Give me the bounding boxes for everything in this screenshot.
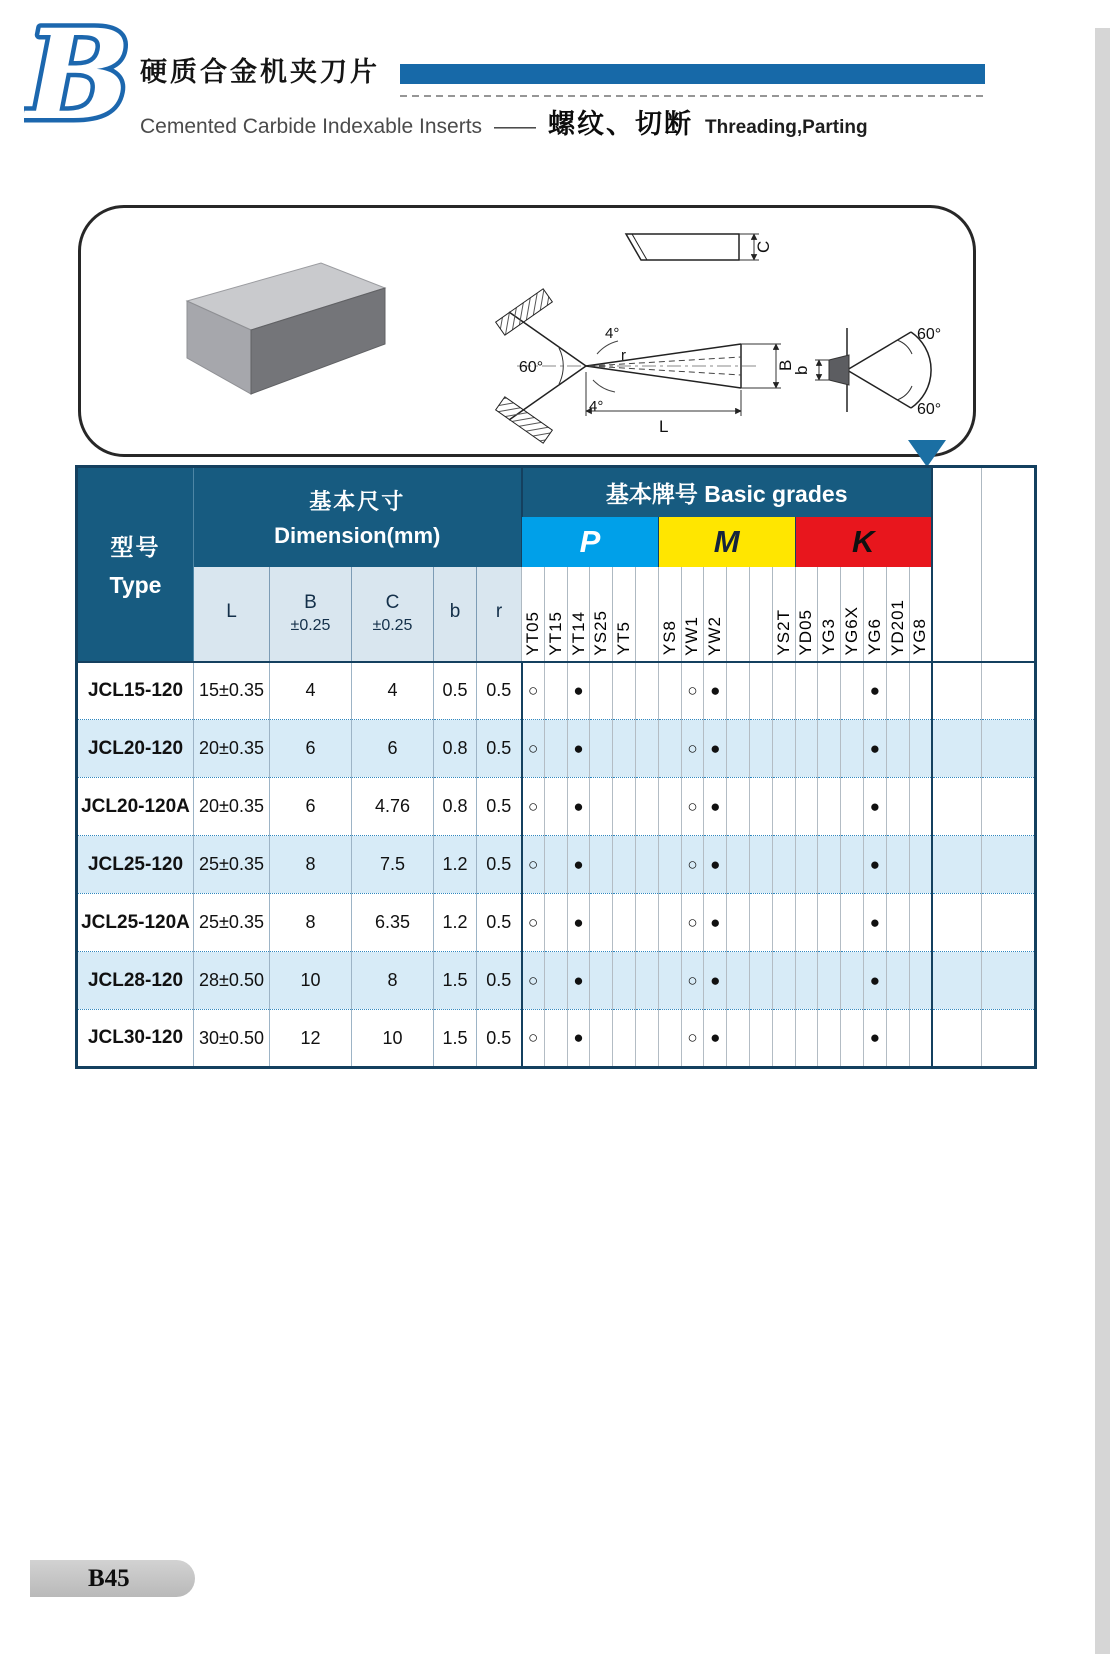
grade-col-header-YT05 [522, 567, 545, 662]
grade-col-label: YT15 [545, 610, 565, 656]
grade-col-label: YS2T [773, 608, 793, 656]
grade-mark-empty [727, 836, 750, 894]
dimension-header-cn: 基本尺寸 [309, 489, 406, 515]
subtitle-english: Cemented Carbide Indexable Inserts [140, 115, 483, 138]
grade-col-header-YT5 [613, 567, 636, 662]
grade-mark-empty [749, 952, 772, 1010]
grade-mark-empty [772, 720, 795, 778]
category-english: Threading,Parting [705, 117, 868, 138]
grade-col-label: YG3 [819, 618, 839, 656]
grade-mark-empty [749, 778, 772, 836]
dim-r-cell: 0.5 [477, 836, 522, 894]
dim-B-cell: 8 [270, 836, 352, 894]
type-cell: JCL15-120 [77, 662, 194, 720]
dim-b-cell: 0.5 [434, 662, 477, 720]
grade-mark-empty [795, 1010, 818, 1068]
grade-col-header-blank [727, 567, 750, 662]
grade-col-label: YS8 [659, 620, 679, 656]
dim-col-header-r: r [477, 567, 522, 662]
grade-mark-empty [795, 662, 818, 720]
grade-mark-empty [727, 720, 750, 778]
dim-b-cell: 0.8 [434, 778, 477, 836]
dimension-header-en: Dimension(mm) [274, 523, 441, 549]
grade-mark-empty [590, 1010, 613, 1068]
grade-col-label: YG6X [842, 606, 862, 656]
grade-mark-empty [818, 894, 841, 952]
grade-mark-open: ○ [522, 1010, 545, 1068]
dim-C-cell: 7.5 [352, 836, 434, 894]
dimension-header [194, 467, 522, 567]
grade-mark-empty [841, 662, 864, 720]
page-edge-shadow [1095, 28, 1110, 1654]
dim-C-cell: 8 [352, 952, 434, 1010]
blank-column [982, 467, 1036, 662]
grade-mark-filled: ● [704, 1010, 727, 1068]
dim-col-header-L: L [194, 567, 270, 662]
grade-mark-empty [932, 894, 982, 952]
grade-mark-filled: ● [567, 778, 590, 836]
grade-mark-open: ○ [681, 778, 704, 836]
dim-label-B: B [776, 359, 795, 371]
grade-mark-empty [613, 720, 636, 778]
grade-mark-empty [749, 894, 772, 952]
dim-L-cell: 20±0.35 [194, 778, 270, 836]
grade-col-header-blank [636, 567, 659, 662]
grade-mark-empty [636, 952, 659, 1010]
grade-mark-empty [818, 778, 841, 836]
front-view-drawing [496, 289, 795, 443]
grade-col-header-YT14 [567, 567, 590, 662]
grade-col-label: YD201 [887, 598, 907, 656]
grade-mark-open: ○ [681, 1010, 704, 1068]
dim-label-C: C [754, 240, 773, 253]
grade-col-header-YS8 [658, 567, 681, 662]
blank-column [932, 467, 982, 662]
grade-col-label: YW1 [682, 615, 702, 656]
title-dashed-rule [400, 95, 985, 97]
dim-C-cell: 4.76 [352, 778, 434, 836]
grade-mark-open: ○ [681, 952, 704, 1010]
grade-col-label: YT05 [522, 610, 542, 656]
grade-mark-empty [749, 662, 772, 720]
grade-col-label: YS25 [591, 609, 611, 656]
dim-C-cell: 4 [352, 662, 434, 720]
grade-mark-empty [749, 1010, 772, 1068]
table-row-JCL20-120 [77, 720, 1036, 778]
grade-mark-filled: ● [567, 952, 590, 1010]
dim-b-cell: 0.8 [434, 720, 477, 778]
grade-mark-filled: ● [704, 662, 727, 720]
type-cell: JCL20-120 [77, 720, 194, 778]
grade-mark-empty [658, 952, 681, 1010]
insert-3d-view [187, 263, 385, 394]
grade-mark-empty [982, 1010, 1036, 1068]
category-chinese: 螺纹、切断 [548, 109, 694, 139]
grade-mark-empty [886, 662, 909, 720]
grade-mark-filled: ● [863, 778, 886, 836]
logo-letter: B [26, 12, 131, 144]
table-row-JCL15-120 [77, 662, 1036, 720]
grade-mark-empty [658, 720, 681, 778]
dim-C-cell: 10 [352, 1010, 434, 1068]
grade-mark-open: ○ [522, 952, 545, 1010]
type-cell: JCL25-120 [77, 836, 194, 894]
grade-col-label: YG6 [864, 618, 884, 656]
angle-label-4-bottom: 4° [589, 398, 604, 415]
angle-label-4-top: 4° [605, 325, 620, 342]
grade-mark-empty [772, 894, 795, 952]
dim-C-cell: 6.35 [352, 894, 434, 952]
grade-mark-empty [772, 952, 795, 1010]
grade-mark-empty [613, 778, 636, 836]
grade-mark-empty [818, 1010, 841, 1068]
grade-mark-empty [932, 836, 982, 894]
grade-mark-empty [613, 952, 636, 1010]
grade-mark-empty [544, 952, 567, 1010]
table-row-JCL25-120A [77, 894, 1036, 952]
grade-mark-empty [932, 720, 982, 778]
grade-mark-empty [658, 778, 681, 836]
grade-mark-empty [658, 662, 681, 720]
grade-mark-empty [636, 836, 659, 894]
grade-mark-empty [636, 662, 659, 720]
type-header-cn: 型号 [110, 534, 161, 561]
grade-mark-empty [544, 662, 567, 720]
grade-mark-empty [932, 778, 982, 836]
grade-col-label: YT14 [568, 610, 588, 656]
radius-label-r: r [621, 347, 626, 364]
grade-mark-empty [982, 778, 1036, 836]
dim-b-cell: 1.5 [434, 952, 477, 1010]
spec-table-wrapper [75, 465, 1037, 1069]
grade-mark-empty [909, 1010, 932, 1068]
grade-mark-empty [818, 720, 841, 778]
grade-mark-empty [886, 836, 909, 894]
subtitle-row [140, 102, 868, 141]
grade-col-label: YD05 [796, 608, 816, 656]
dim-B-cell: 4 [270, 662, 352, 720]
dim-r-cell: 0.5 [477, 662, 522, 720]
grade-mark-filled: ● [863, 720, 886, 778]
dim-B-cell: 6 [270, 720, 352, 778]
type-cell: JCL20-120A [77, 778, 194, 836]
grade-mark-empty [590, 952, 613, 1010]
dim-r-cell: 0.5 [477, 952, 522, 1010]
grade-mark-empty [795, 836, 818, 894]
grade-mark-empty [795, 720, 818, 778]
dim-B-cell: 10 [270, 952, 352, 1010]
angle-label-60-front: 60° [518, 359, 544, 376]
grade-mark-filled: ● [704, 952, 727, 1010]
grade-mark-filled: ● [704, 836, 727, 894]
grade-mark-open: ○ [522, 662, 545, 720]
type-cell: JCL25-120A [77, 894, 194, 952]
angle-label-60-top: 60° [917, 326, 942, 343]
type-cell: JCL30-120 [77, 1010, 194, 1068]
grade-mark-empty [727, 894, 750, 952]
grade-mark-empty [636, 720, 659, 778]
grade-mark-filled: ● [567, 720, 590, 778]
grade-mark-empty [841, 894, 864, 952]
grade-mark-empty [886, 1010, 909, 1068]
grade-mark-empty [909, 836, 932, 894]
dim-b-cell: 1.2 [434, 836, 477, 894]
dim-col-header-B: B ±0.25 [270, 567, 352, 662]
grade-group-K: K [795, 517, 932, 567]
grade-col-header-blank [749, 567, 772, 662]
grade-col-header-YG3 [818, 567, 841, 662]
dim-L-cell: 25±0.35 [194, 836, 270, 894]
page-title: 硬质合金机夹刀片 [140, 57, 380, 87]
grade-mark-empty [982, 662, 1036, 720]
grade-mark-filled: ● [863, 952, 886, 1010]
dim-label-L: L [659, 417, 669, 436]
grade-col-header-YW2 [704, 567, 727, 662]
grade-mark-empty [613, 836, 636, 894]
grade-mark-empty [727, 952, 750, 1010]
brand-logo [24, 12, 142, 149]
grade-mark-empty [636, 778, 659, 836]
type-header-en: Type [109, 572, 162, 599]
table-row-JCL28-120 [77, 952, 1036, 1010]
grade-mark-filled: ● [863, 894, 886, 952]
grade-mark-empty [795, 778, 818, 836]
dim-r-cell: 0.5 [477, 894, 522, 952]
grade-mark-empty [841, 778, 864, 836]
grade-col-header-YG6 [863, 567, 886, 662]
type-column-header [77, 467, 194, 662]
grade-mark-open: ○ [681, 894, 704, 952]
grade-mark-empty [772, 1010, 795, 1068]
dim-r-cell: 0.5 [477, 720, 522, 778]
grade-mark-empty [544, 1010, 567, 1068]
grade-col-label: YG8 [910, 618, 930, 656]
grade-mark-open: ○ [681, 662, 704, 720]
dim-L-cell: 28±0.50 [194, 952, 270, 1010]
spec-table [75, 465, 1037, 1069]
grade-mark-empty [544, 836, 567, 894]
table-row-JCL20-120A [77, 778, 1036, 836]
grade-col-header-YD05 [795, 567, 818, 662]
grade-col-header-YT15 [544, 567, 567, 662]
grade-mark-empty [982, 720, 1036, 778]
dim-L-cell: 25±0.35 [194, 894, 270, 952]
type-cell: JCL28-120 [77, 952, 194, 1010]
dim-B-cell: 12 [270, 1010, 352, 1068]
grade-col-header-YS25 [590, 567, 613, 662]
grade-mark-filled: ● [567, 836, 590, 894]
grade-mark-empty [749, 836, 772, 894]
dim-L-cell: 15±0.35 [194, 662, 270, 720]
basic-grades-header: 基本牌号 Basic grades [522, 467, 932, 517]
grade-group-M: M [658, 517, 795, 567]
grade-mark-empty [886, 720, 909, 778]
grade-mark-open: ○ [522, 720, 545, 778]
dim-C-cell: 6 [352, 720, 434, 778]
end-view-drawing [792, 326, 941, 418]
dim-label-b: b [792, 365, 811, 375]
grade-mark-open: ○ [522, 836, 545, 894]
grade-mark-empty [982, 952, 1036, 1010]
dim-col-header-C: C ±0.25 [352, 567, 434, 662]
grade-mark-empty [636, 894, 659, 952]
grade-mark-empty [772, 778, 795, 836]
grade-mark-empty [590, 836, 613, 894]
grade-mark-empty [909, 952, 932, 1010]
dim-b-cell: 1.5 [434, 1010, 477, 1068]
grade-mark-empty [795, 894, 818, 952]
grade-mark-empty [818, 836, 841, 894]
grade-mark-empty [909, 720, 932, 778]
grade-mark-empty [795, 952, 818, 1010]
side-view-drawing [626, 234, 773, 260]
dim-b-cell: 1.2 [434, 894, 477, 952]
grade-mark-empty [982, 836, 1036, 894]
dim-r-cell: 0.5 [477, 778, 522, 836]
technical-drawing-box [78, 205, 976, 457]
grade-mark-empty [727, 1010, 750, 1068]
grade-mark-empty [544, 720, 567, 778]
dim-B-cell: 8 [270, 894, 352, 952]
grade-mark-empty [932, 1010, 982, 1068]
dim-L-cell: 30±0.50 [194, 1010, 270, 1068]
grade-mark-empty [590, 778, 613, 836]
grade-mark-empty [886, 778, 909, 836]
page-number: B45 [88, 1564, 130, 1592]
grade-mark-empty [886, 952, 909, 1010]
dim-r-cell: 0.5 [477, 1010, 522, 1068]
grade-col-header-YG8 [909, 567, 932, 662]
angle-label-60-bottom: 60° [917, 401, 942, 418]
grade-mark-open: ○ [522, 894, 545, 952]
grade-mark-empty [590, 720, 613, 778]
grade-mark-empty [727, 662, 750, 720]
grade-mark-empty [658, 894, 681, 952]
grade-mark-empty [613, 894, 636, 952]
grade-mark-empty [590, 894, 613, 952]
grade-mark-empty [841, 836, 864, 894]
title-accent-bar [400, 64, 985, 84]
grade-mark-open: ○ [522, 778, 545, 836]
grade-col-label: YT5 [614, 621, 634, 656]
page-number-tab [30, 1560, 195, 1597]
table-row-JCL30-120 [77, 1010, 1036, 1068]
subtitle-dash: —— [494, 115, 537, 138]
grade-mark-empty [818, 662, 841, 720]
grade-mark-filled: ● [567, 1010, 590, 1068]
grade-col-label: YW2 [705, 615, 725, 656]
grade-mark-empty [841, 952, 864, 1010]
section-pointer-triangle [908, 440, 946, 467]
grade-col-header-YD201 [886, 567, 909, 662]
grade-mark-empty [818, 952, 841, 1010]
table-row-JCL25-120 [77, 836, 1036, 894]
grade-mark-empty [909, 662, 932, 720]
grade-mark-filled: ● [863, 1010, 886, 1068]
grade-mark-empty [544, 778, 567, 836]
grade-mark-empty [886, 894, 909, 952]
grade-mark-open: ○ [681, 720, 704, 778]
grade-mark-empty [727, 778, 750, 836]
grade-col-header-YW1 [681, 567, 704, 662]
dim-col-header-b: b [434, 567, 477, 662]
technical-drawings [81, 208, 973, 454]
grade-mark-empty [749, 720, 772, 778]
grade-mark-filled: ● [863, 662, 886, 720]
grade-mark-empty [772, 662, 795, 720]
grade-group-P: P [522, 517, 659, 567]
grade-mark-empty [544, 894, 567, 952]
grade-mark-empty [613, 1010, 636, 1068]
grade-mark-empty [982, 894, 1036, 952]
grade-col-header-YG6X [841, 567, 864, 662]
grade-mark-filled: ● [567, 662, 590, 720]
grade-mark-filled: ● [704, 720, 727, 778]
grade-mark-empty [590, 662, 613, 720]
grade-mark-empty [841, 720, 864, 778]
grade-mark-empty [658, 1010, 681, 1068]
grade-mark-empty [932, 952, 982, 1010]
grade-mark-empty [772, 836, 795, 894]
grade-mark-empty [613, 662, 636, 720]
grade-mark-filled: ● [704, 894, 727, 952]
grade-mark-empty [909, 894, 932, 952]
grade-mark-empty [841, 1010, 864, 1068]
grade-mark-empty [636, 1010, 659, 1068]
grade-mark-filled: ● [704, 778, 727, 836]
dim-L-cell: 20±0.35 [194, 720, 270, 778]
grade-mark-empty [909, 778, 932, 836]
dim-B-cell: 6 [270, 778, 352, 836]
grade-mark-empty [932, 662, 982, 720]
grade-mark-filled: ● [567, 894, 590, 952]
grade-mark-open: ○ [681, 836, 704, 894]
grade-col-header-YS2T [772, 567, 795, 662]
grade-mark-filled: ● [863, 836, 886, 894]
grade-mark-empty [658, 836, 681, 894]
